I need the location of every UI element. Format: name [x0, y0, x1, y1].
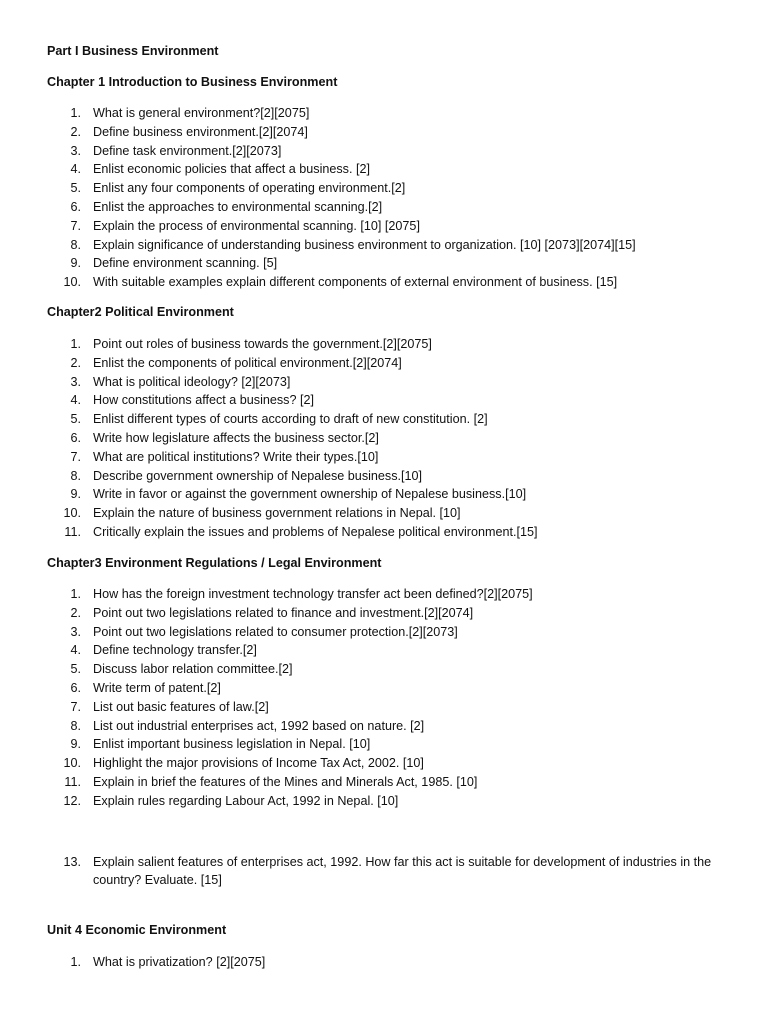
question-text: Explain the process of environmental scanning. [10] [2075]: [93, 218, 420, 233]
question-text: Enlist any four components of operating environment.[2]: [93, 181, 406, 196]
question-text: Discuss labor relation committee.[2]: [93, 662, 293, 677]
item-number: 7.: [70, 449, 81, 464]
item-number: 5.: [70, 412, 81, 427]
question-text: Describe government ownership of Nepalese business.[10]: [93, 468, 423, 483]
unit-4-title: Unit 4 Economic Environment: [47, 923, 227, 937]
item-number: 9.: [70, 487, 81, 502]
item-number: 10.: [63, 275, 81, 290]
list-item: [47, 953, 727, 972]
question-text: Write in favor or against the government ownership of Nepalese business.[10]: [93, 487, 527, 502]
item-number: 4.: [70, 162, 81, 177]
list-item: [47, 467, 727, 486]
vertical-gap: [47, 811, 727, 853]
question-text: How has the foreign investment technology transfer act been defined?[2][2075]: [93, 587, 533, 601]
list-item: [47, 104, 727, 123]
list-item: [47, 735, 727, 754]
question-text: What is privatization? [2][2075]: [93, 955, 266, 969]
list-item: [47, 604, 727, 623]
question-text: Point out two legislations related to consumer protection.[2][2073]: [93, 624, 458, 639]
item-number: 9.: [70, 256, 81, 271]
item-number: 8.: [70, 718, 81, 733]
item-number: 2.: [70, 355, 81, 370]
item-number: 1.: [70, 337, 81, 351]
list-item: [47, 354, 727, 373]
list-item: [47, 448, 727, 467]
question-text: What is political ideology? [2][2073]: [93, 374, 291, 389]
chapter-3-question-list: [47, 585, 727, 890]
question-text: Define technology transfer.[2]: [93, 643, 257, 658]
question-text: Point out two legislations related to finance and investment.[2][2074]: [93, 605, 474, 620]
chapter-2-title: Chapter2 Political Environment: [47, 305, 234, 319]
item-number: 7.: [70, 699, 81, 714]
question-text: Highlight the major provisions of Income Tax Act, 2002. [10]: [93, 756, 424, 771]
item-number: 6.: [70, 680, 81, 695]
item-number: 3.: [70, 624, 81, 639]
list-item: [47, 123, 727, 142]
list-item: [47, 373, 727, 392]
question-text: Define business environment.[2][2074]: [93, 124, 308, 139]
list-item: [47, 254, 727, 273]
question-text: Explain significance of understanding business environment to organization. [10] [2073][2074][15]: [93, 237, 636, 252]
list-item: [47, 179, 727, 198]
item-number: 6.: [70, 430, 81, 445]
item-number: 7.: [70, 218, 81, 233]
item-number: 3.: [70, 143, 81, 158]
list-item: [47, 853, 727, 891]
item-number: 5.: [70, 662, 81, 677]
question-text: Write how legislature affects the business sector.[2]: [93, 430, 379, 445]
item-number: 5.: [70, 181, 81, 196]
question-text: Explain in brief the features of the Mines and Minerals Act, 1985. [10]: [93, 774, 478, 789]
item-number: 2.: [70, 124, 81, 139]
list-item: [47, 236, 727, 255]
item-number: 1.: [70, 955, 81, 969]
chapter-2-question-list: [47, 335, 727, 542]
list-item: [47, 410, 727, 429]
question-text: Explain the nature of business government relations in Nepal. [10]: [93, 506, 461, 521]
list-item: [47, 429, 727, 448]
list-item: [47, 504, 727, 523]
question-text: Enlist economic policies that affect a business. [2]: [93, 162, 370, 177]
question-text: With suitable examples explain different components of external environment of business. [15]: [93, 275, 618, 290]
item-number: 10.: [63, 756, 81, 771]
list-item: [47, 660, 727, 679]
question-text: What is general environment?[2][2075]: [93, 106, 310, 120]
list-item: [47, 754, 727, 773]
list-item: [47, 198, 727, 217]
item-number: 4.: [70, 393, 81, 408]
question-text: Write term of patent.[2]: [93, 680, 221, 695]
item-number: 13.: [63, 854, 81, 869]
list-item: [47, 391, 727, 410]
item-number: 12.: [63, 793, 81, 808]
question-text: How constitutions affect a business? [2]: [93, 393, 314, 408]
chapter-3-title: Chapter3 Environment Regulations / Legal Environment: [47, 556, 382, 570]
part-title: Part I Business Environment: [47, 44, 219, 58]
item-number: 4.: [70, 643, 81, 658]
question-text: What are political institutions? Write their types.[10]: [93, 449, 379, 464]
question-text: Enlist the approaches to environmental scanning.[2]: [93, 199, 383, 214]
item-number: 2.: [70, 605, 81, 620]
question-text: Enlist the components of political environment.[2][2074]: [93, 355, 402, 370]
list-item: [47, 335, 727, 354]
question-text: List out industrial enterprises act, 1992 based on nature. [2]: [93, 718, 425, 733]
item-number: 6.: [70, 199, 81, 214]
list-item: [47, 160, 727, 179]
question-text: Point out roles of business towards the government.[2][2075]: [93, 337, 432, 351]
list-item: [47, 523, 727, 542]
question-text: Explain salient features of enterprises act, 1992. How far this act is suitable for development of industries in the country? Evaluate. [15]: [93, 854, 712, 888]
item-number: 11.: [64, 774, 81, 789]
question-text: Enlist important business legislation in Nepal. [10]: [93, 737, 371, 752]
list-item: [47, 273, 727, 292]
item-number: 8.: [70, 237, 81, 252]
item-number: 3.: [70, 374, 81, 389]
question-text: Define environment scanning. [5]: [93, 256, 278, 271]
list-item: [47, 585, 727, 604]
item-number: 1.: [70, 587, 81, 601]
list-item: [47, 641, 727, 660]
question-text: Enlist different types of courts according to draft of new constitution. [2]: [93, 412, 488, 427]
list-item: [47, 773, 727, 792]
item-number: 8.: [70, 468, 81, 483]
list-item: [47, 623, 727, 642]
list-item: [47, 485, 727, 504]
list-item: [47, 717, 727, 736]
question-text: Critically explain the issues and problems of Nepalese political environment.[15]: [93, 524, 538, 539]
list-item: [47, 217, 727, 236]
question-text: Define task environment.[2][2073]: [93, 143, 282, 158]
list-item: [47, 792, 727, 811]
list-item: [47, 679, 727, 698]
list-item: [47, 698, 727, 717]
question-text: List out basic features of law.[2]: [93, 699, 269, 714]
item-number: 10.: [63, 506, 81, 521]
item-number: 9.: [70, 737, 81, 752]
list-item: [47, 142, 727, 161]
chapter-1-title: Chapter 1 Introduction to Business Environment: [47, 75, 338, 89]
item-number: 11.: [64, 524, 81, 539]
question-text: Explain rules regarding Labour Act, 1992 in Nepal. [10]: [93, 793, 399, 808]
unit-4-question-list: [47, 953, 727, 972]
chapter-1-question-list: [47, 104, 727, 292]
item-number: 1.: [70, 106, 81, 120]
